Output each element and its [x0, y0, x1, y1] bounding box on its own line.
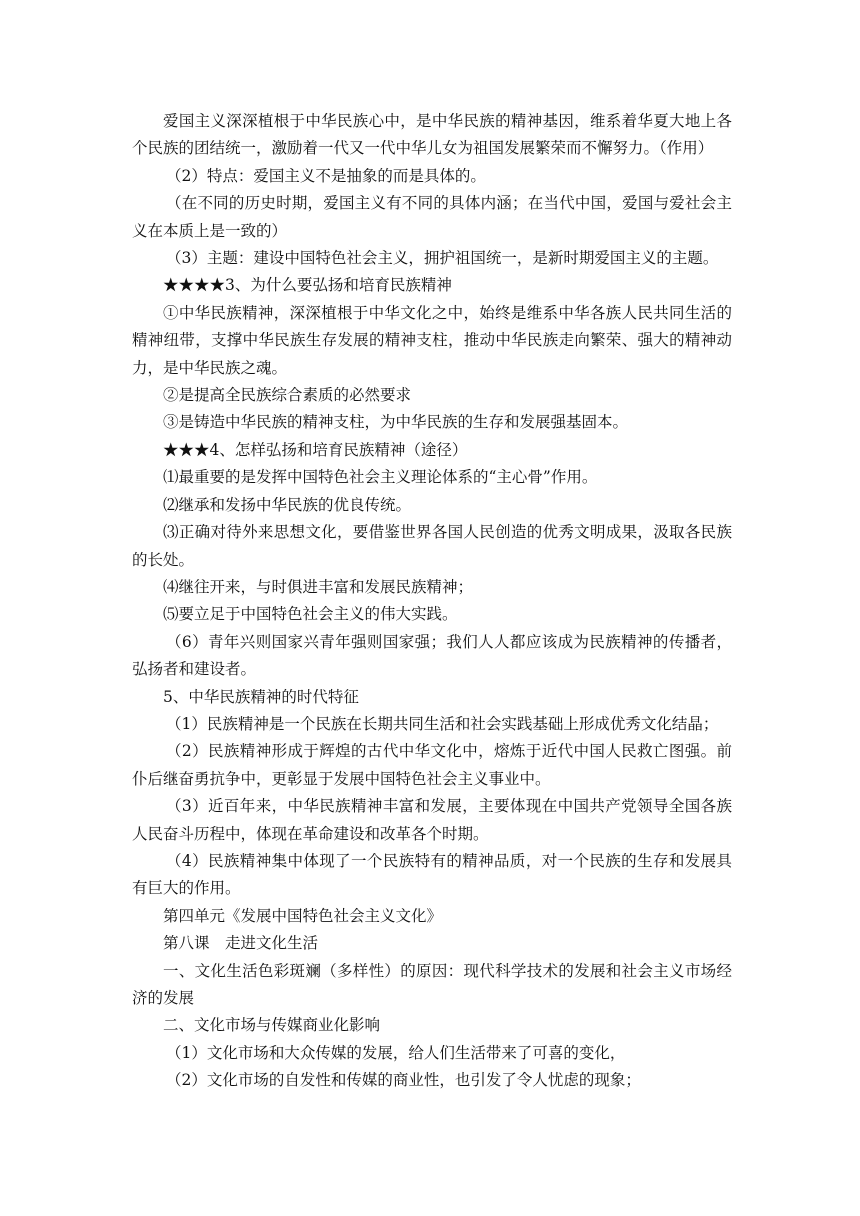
paragraph-theme: （3）主题：建设中国特色社会主义，拥护祖国统一，是新时期爱国主义的主题。	[166, 249, 719, 268]
list-item-way-2: ⑵继承和发扬中华民族的优良传统。	[163, 495, 412, 514]
unit-title: 第四单元《发展中国特色社会主义文化》	[163, 906, 443, 925]
list-item-feature-4: （4）民族精神集中体现了一个民族特有的精神品质，对一个民族的生存和发展具有巨大的作用。	[132, 851, 732, 898]
list-item-market-1: （1）文化市场和大众传媒的发展，给人们生活带来了可喜的变化，	[166, 1043, 626, 1062]
paragraph-feature-note: （在不同的历史时期，爱国主义有不同的具体内涵；在当代中国，爱国与爱社会主义在本质上是一致的）	[132, 194, 732, 240]
section-two: 二、文化市场与传媒商业化影响	[163, 1016, 381, 1035]
list-item-market-2: （2）文化市场的自发性和传媒的商业性，也引发了令人忧虑的现象；	[166, 1071, 641, 1090]
heading-why-national-spirit: ★★★★3、为什么要弘扬和培育民族精神	[163, 276, 452, 295]
lesson-title: 第八课 走进文化生活	[163, 934, 319, 953]
list-item-way-5: ⑸要立足于中国特色社会主义的伟大实践。	[163, 605, 458, 624]
list-item-way-3: ⑶正确对待外来思想文化，要借鉴世界各国人民创造的优秀文明成果，汲取各民族的长处。	[132, 523, 732, 569]
list-item-feature-1: （1）民族精神是一个民族在长期共同生活和社会实践基础上形成优秀文化结晶；	[166, 714, 719, 733]
heading-era-features: 5、中华民族精神的时代特征	[163, 687, 359, 706]
heading-how-national-spirit: ★★★4、怎样弘扬和培育民族精神（途径）	[163, 440, 468, 459]
list-item-reason-1: ①中华民族精神，深深植根于中华文化之中，始终是维系中华各族人民共同生活的精神纽带，支撑中华民族生存发展的精神支柱，推动中华民族走向繁荣、强大的精神动力，是中华民族之魂。	[132, 303, 732, 377]
list-item-feature-3: （3）近百年来，中华民族精神丰富和发展，主要体现在中国共产党领导全国各族人民奋斗历程中，体现在革命建设和改革各个时期。	[132, 797, 732, 843]
list-item-way-6: （6）青年兴则国家兴青年强则国家强；我们人人都应该成为民族精神的传播者，弘扬者和建设者。	[132, 632, 732, 679]
list-item-feature-2: （2）民族精神形成于辉煌的古代中华文化中，熔炼于近代中国人民救亡图强。前仆后继奋勇抗争中，更彰显于发展中国特色社会主义事业中。	[132, 742, 732, 788]
list-item-way-1: ⑴最重要的是发挥中国特色社会主义理论体系的“主心骨”作用。	[163, 468, 598, 487]
document-body	[132, 108, 732, 1095]
section-one: 一、文化生活色彩斑斓（多样性）的原因：现代科学技术的发展和社会主义市场经济的发展	[132, 961, 732, 1007]
paragraph-feature: （2）特点：爱国主义不是抽象的而是具体的。	[166, 166, 486, 185]
list-item-reason-2: ②是提高全民族综合素质的必然要求	[163, 386, 412, 405]
list-item-way-4: ⑷继往开来，与时俱进丰富和发展民族精神；	[163, 577, 474, 596]
paragraph-patriotism-role: 爱国主义深深植根于中华民族心中，是中华民族的精神基因，维系着华夏大地上各个民族的团结统一，激励着一代又一代中华儿女为祖国发展繁荣而不懈努力。（作用）	[132, 112, 732, 158]
list-item-reason-3: ③是铸造中华民族的精神支柱，为中华民族的生存和发展强基固本。	[163, 413, 629, 432]
